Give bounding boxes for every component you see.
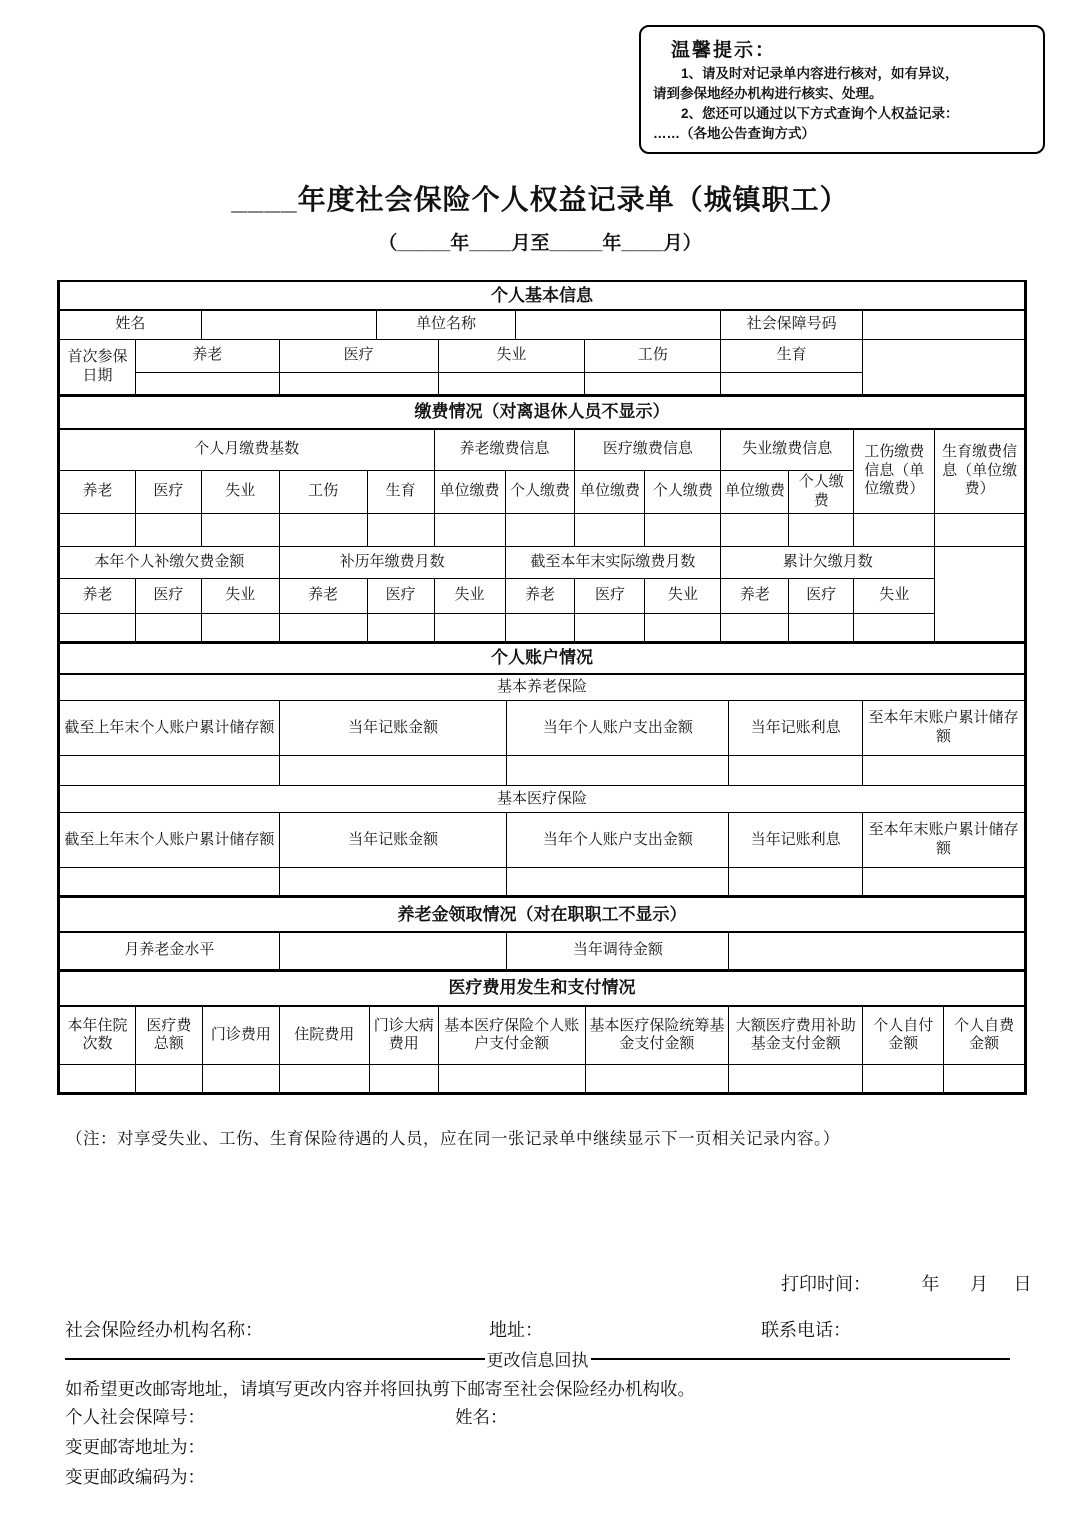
empty-cell	[279, 1065, 369, 1093]
empty-cell	[721, 613, 789, 641]
empty-cell	[279, 868, 507, 896]
empty-cell	[438, 372, 585, 394]
empty-cell	[135, 1065, 202, 1093]
column-header: 基本医疗保险统筹基金支付金额	[585, 1006, 729, 1065]
empty-cell	[729, 1065, 863, 1093]
empty-cell	[575, 613, 645, 641]
section-header: 养老金领取情况（对在职职工不显示）	[60, 897, 1025, 932]
table-account	[59, 642, 1025, 897]
column-header: 失业	[438, 339, 585, 372]
empty-cell	[201, 310, 376, 339]
empty-cell	[279, 372, 438, 394]
empty-cell	[369, 1065, 438, 1093]
agency-line	[65, 1316, 1015, 1342]
tips-line: 请到参保地经办机构进行核实、处理。	[653, 86, 883, 101]
column-header: 当年个人账户支出金额	[507, 701, 729, 756]
empty-cell	[729, 756, 863, 786]
day-label: 日	[1013, 1274, 1032, 1294]
empty-cell	[721, 372, 863, 394]
group-header-actual: 截至本年末实际缴费月数	[505, 546, 721, 578]
column-header: 生育	[721, 339, 863, 372]
empty-cell	[60, 513, 136, 546]
year-label: 年	[921, 1274, 940, 1294]
empty-cell	[201, 613, 279, 641]
personal-ssn-label: 个人社会保障号：	[65, 1407, 205, 1427]
column-header: 至本年末账户累计储存额	[863, 813, 1025, 868]
empty-cell	[507, 868, 729, 896]
empty-cell	[135, 372, 279, 394]
empty-cell	[944, 1065, 1025, 1093]
column-header: 个人缴费	[645, 471, 721, 514]
empty-cell	[863, 756, 1025, 786]
empty-cell	[367, 613, 434, 641]
section-header: 医疗费用发生和支付情况	[60, 971, 1025, 1006]
column-header: 基本医疗保险个人账户支付金额	[438, 1006, 585, 1065]
table-basic-info	[59, 282, 1025, 395]
column-header: 医疗费总额	[135, 1006, 202, 1065]
receipt-divider	[65, 1346, 1010, 1371]
empty-cell	[585, 1065, 729, 1093]
empty-cell	[863, 868, 1025, 896]
column-header: 单位缴费	[721, 471, 789, 514]
empty-cell	[135, 613, 201, 641]
divider-line	[591, 1358, 1011, 1360]
column-header: 养老	[135, 339, 279, 372]
section-header: 缴费情况（对离退休人员不显示）	[60, 396, 1025, 429]
column-header: 医疗	[135, 578, 201, 613]
column-header: 门诊大病费用	[369, 1006, 438, 1065]
empty-cell	[507, 756, 729, 786]
column-header: 失业	[201, 471, 279, 514]
empty-cell	[367, 513, 434, 546]
subsection-header-pension: 基本养老保险	[60, 674, 1025, 701]
empty-cell	[505, 513, 575, 546]
tips-line: ……（各地公告查询方式）	[653, 126, 815, 141]
column-header: 至本年末账户累计储存额	[863, 701, 1025, 756]
field-label-name: 姓名	[60, 310, 202, 339]
empty-cell	[60, 756, 280, 786]
column-header: 失业	[434, 578, 505, 613]
column-header: 个人自付金额	[863, 1006, 944, 1065]
column-header: 医疗	[789, 578, 854, 613]
column-header: 当年记账金额	[279, 813, 507, 868]
section-header: 个人基本信息	[60, 282, 1025, 310]
column-header: 大额医疗费用补助基金支付金额	[729, 1006, 863, 1065]
column-header: 养老	[279, 578, 367, 613]
name-label: 姓名：	[455, 1407, 508, 1427]
column-header: 当年记账利息	[729, 701, 863, 756]
group-header-makeup: 补历年缴费月数	[279, 546, 505, 578]
tips-line: 2、您还可以通过以下方式查询个人权益记录：	[681, 106, 959, 121]
column-header: 失业	[201, 578, 279, 613]
tips-line: 1、请及时对记录单内容进行核对，如有异议，	[681, 66, 959, 81]
empty-cell	[729, 868, 863, 896]
empty-cell	[854, 613, 935, 641]
month-label: 月	[970, 1274, 988, 1294]
empty-cell	[505, 613, 575, 641]
benefits-record-table	[57, 280, 1027, 1095]
empty-cell	[279, 756, 507, 786]
column-header: 当年个人账户支出金额	[507, 813, 729, 868]
column-header: 失业	[645, 578, 721, 613]
table-contribution	[59, 395, 1025, 642]
field-label-monthly-pension: 月养老金水平	[60, 932, 280, 969]
print-time-line	[781, 1270, 1032, 1296]
empty-cell	[516, 310, 721, 339]
agency-name-label: 社会保险经办机构名称：	[65, 1320, 263, 1340]
new-address-line: 变更邮寄地址为：	[65, 1437, 205, 1457]
table-pension-receive	[59, 896, 1025, 970]
table-medical-expense	[59, 970, 1025, 1094]
group-header-base: 个人月缴费基数	[60, 429, 435, 471]
empty-cell	[60, 613, 136, 641]
print-time-label: 打印时间：	[781, 1274, 871, 1294]
column-header: 当年记账利息	[729, 813, 863, 868]
empty-cell	[279, 613, 367, 641]
group-header-pension: 养老缴费信息	[434, 429, 575, 471]
field-label-first-date: 首次参保日期	[60, 339, 136, 394]
field-label-adjust-amount: 当年调待金额	[507, 932, 729, 969]
empty-cell	[585, 372, 721, 394]
new-postcode-line: 变更邮政编码为：	[65, 1467, 205, 1487]
receipt-title: 更改信息回执	[486, 1351, 589, 1370]
empty-cell	[854, 513, 935, 546]
receipt-ssn-line	[65, 1404, 1015, 1429]
column-header: 门诊费用	[202, 1006, 279, 1065]
group-header-owed: 累计欠缴月数	[721, 546, 935, 578]
column-header: 养老	[721, 578, 789, 613]
phone-label: 联系电话：	[761, 1320, 851, 1340]
column-header: 个人自费金额	[944, 1006, 1025, 1065]
column-header: 养老	[60, 578, 136, 613]
empty-cell	[60, 1065, 136, 1093]
empty-cell	[279, 932, 507, 969]
page-subtitle: （_____年____月至_____年____月）	[378, 233, 702, 254]
footnote: （注：对享受失业、工伤、生育保险待遇的人员，应在同一张记录单中继续显示下一页相关记录内容。）	[66, 1129, 840, 1148]
column-header: 单位缴费	[575, 471, 645, 514]
column-header: 截至上年末个人账户累计储存额	[60, 813, 280, 868]
tips-title: 温馨提示：	[671, 40, 777, 61]
empty-cell	[438, 1065, 585, 1093]
tips-box	[639, 25, 1045, 154]
empty-cell	[789, 513, 854, 546]
field-label-employer: 单位名称	[376, 310, 516, 339]
address-label: 地址：	[489, 1320, 543, 1340]
column-header: 生育	[367, 471, 434, 514]
group-header-medical: 医疗缴费信息	[575, 429, 721, 471]
column-header: 养老	[60, 471, 136, 514]
section-header: 个人账户情况	[60, 643, 1025, 674]
column-header: 截至上年末个人账户累计储存额	[60, 701, 280, 756]
empty-cell	[863, 1065, 944, 1093]
empty-cell	[789, 613, 854, 641]
empty-cell	[434, 613, 505, 641]
empty-cell	[863, 339, 1025, 394]
column-header: 医疗	[135, 471, 201, 514]
subsection-header-medical: 基本医疗保险	[60, 786, 1025, 813]
receipt-note: 如希望更改邮寄地址，请填写更改内容并将回执剪下邮寄至社会保险经办机构收。	[65, 1379, 695, 1399]
column-header: 个人缴费	[789, 471, 854, 514]
empty-cell	[279, 513, 367, 546]
column-header: 工伤	[585, 339, 721, 372]
column-header: 单位缴费	[434, 471, 505, 514]
column-header: 养老	[505, 578, 575, 613]
column-header: 失业	[854, 578, 935, 613]
column-header: 医疗	[575, 578, 645, 613]
empty-cell	[645, 613, 721, 641]
empty-cell	[135, 513, 201, 546]
field-label-ssn: 社会保障号码	[721, 310, 863, 339]
empty-cell	[645, 513, 721, 546]
column-header: 医疗	[279, 339, 438, 372]
empty-cell	[202, 1065, 279, 1093]
empty-cell	[575, 513, 645, 546]
column-header: 住院费用	[279, 1006, 369, 1065]
column-header: 工伤	[279, 471, 367, 514]
group-header-injury: 工伤缴费信息（单位缴费）	[854, 429, 935, 514]
column-header: 本年住院次数	[60, 1006, 136, 1065]
group-header-maternity: 生育缴费信息（单位缴费）	[935, 429, 1025, 514]
empty-cell	[60, 868, 280, 896]
column-header: 当年记账金额	[279, 701, 507, 756]
empty-cell	[201, 513, 279, 546]
empty-cell	[935, 513, 1025, 546]
empty-cell	[721, 513, 789, 546]
group-header-unemployment: 失业缴费信息	[721, 429, 854, 471]
column-header: 医疗	[367, 578, 434, 613]
empty-cell	[729, 932, 1025, 969]
group-header-arrears: 本年个人补缴欠费金额	[60, 546, 280, 578]
divider-line	[65, 1358, 485, 1360]
empty-cell	[863, 310, 1025, 339]
page-title: ____年度社会保险个人权益记录单（城镇职工）	[231, 184, 849, 215]
empty-cell	[434, 513, 505, 546]
empty-cell	[935, 546, 1025, 641]
column-header: 个人缴费	[505, 471, 575, 514]
